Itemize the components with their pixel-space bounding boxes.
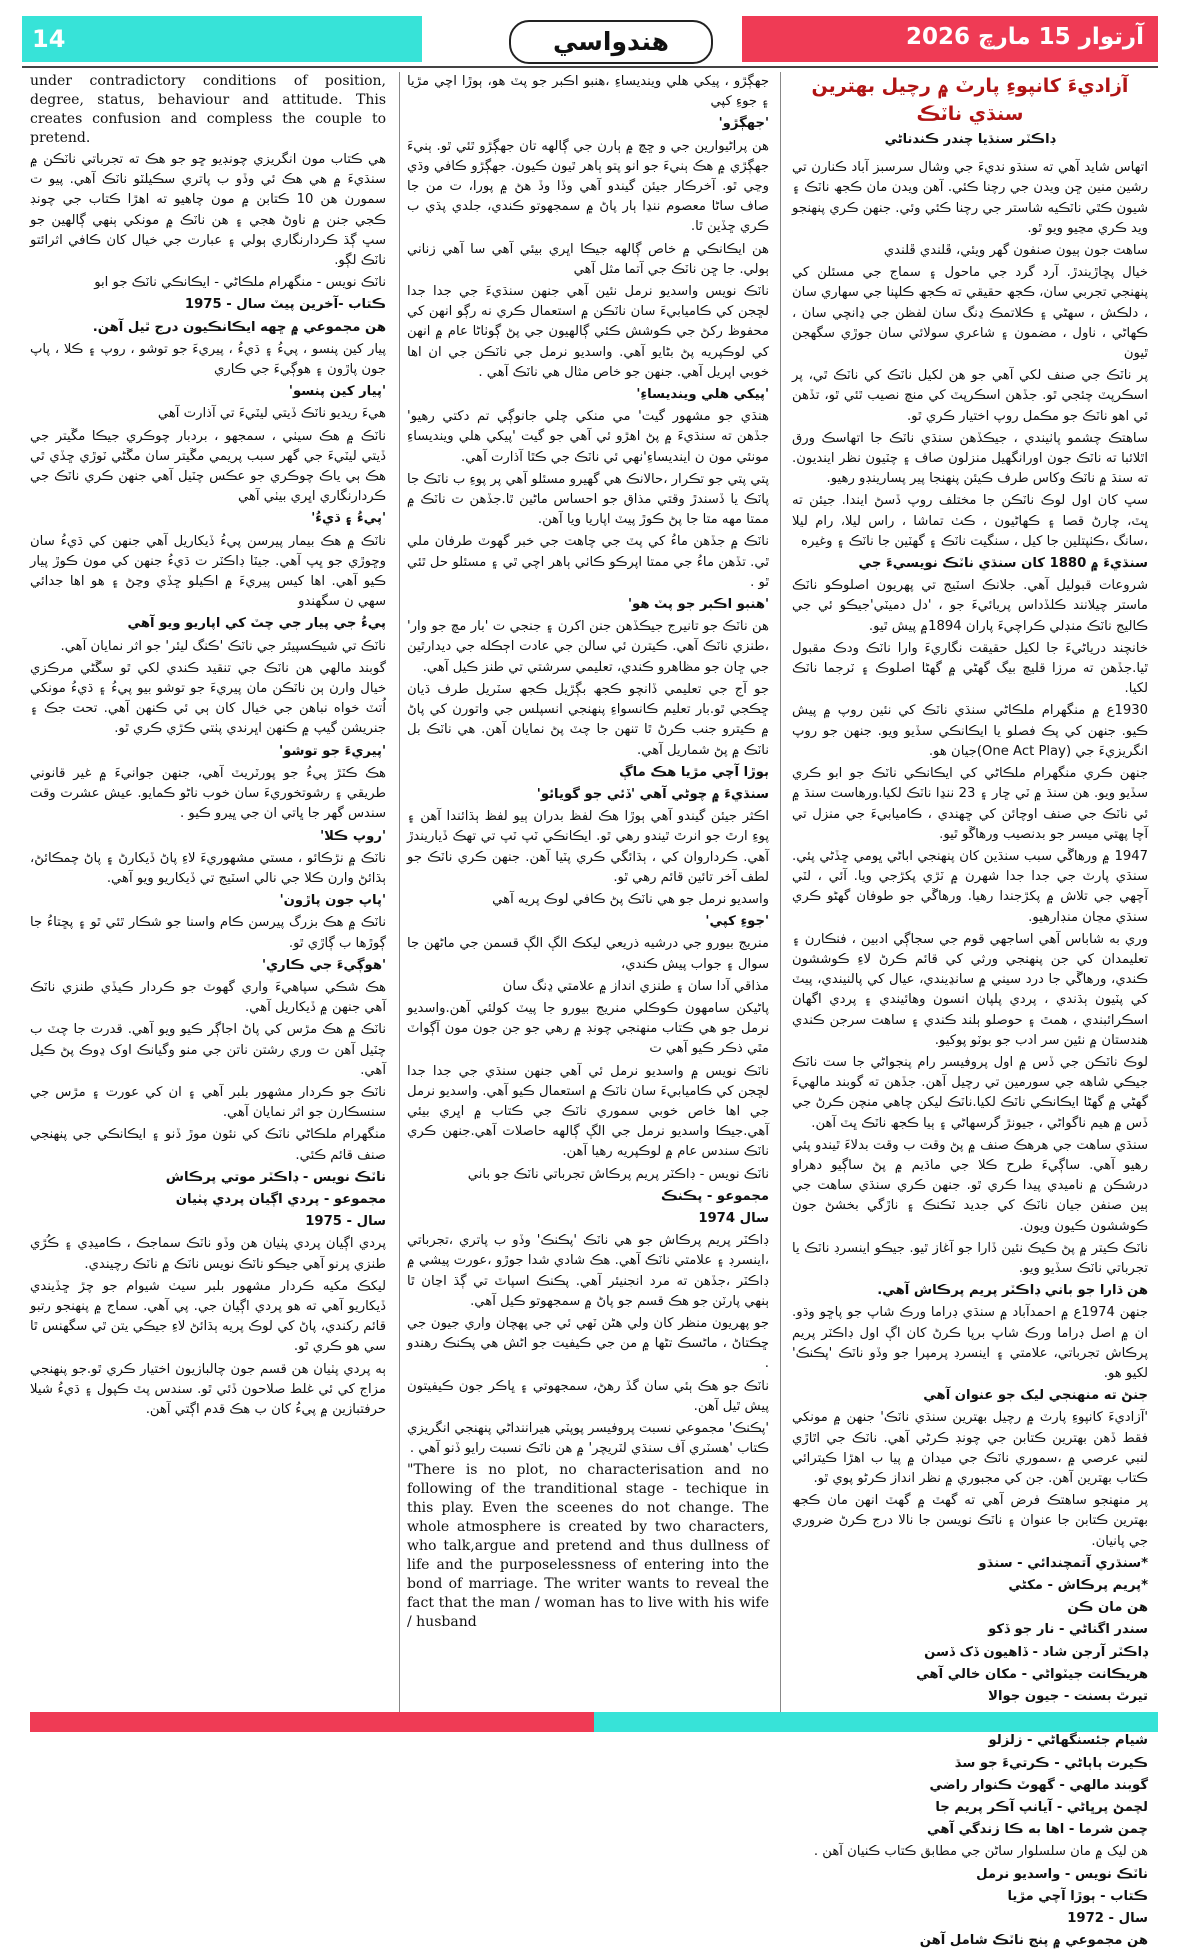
header-red-segment (742, 16, 1158, 62)
paragraph: سال - 1972 (1067, 1911, 1148, 1927)
paragraph: ناٽڪ نويس واسديو نرمل نئين آهي جنهن سنڌيءَ جي جدا جدا لڇجن کي ڪاميابيءَ سان ناٽڪن ۾ استعمال ڪري نه رڳو انهن کي محفوظ رکڻ جي ڪوشش ڪئي ڳالهيون جي پڻ ڳوٺاڻا عام ۾ انهن کي لوڪپريه پڻ بڻايو آهي. واسديو نرمل جي ناٽڪن جي ان اها خوبي اپريل آهي. جنهن جو خاص مثال هي ناٽڪ آهي . (407, 284, 769, 380)
paragraph: هن مجموعي ۾ ڇهه ايڪانڪيون درج ٿيل آهن. (92, 319, 386, 335)
paragraph: هن مان ڪن (1067, 1600, 1148, 1616)
paragraph: ساهت جون ٻيون صنفون گهر ويئي، ڦلندي ڦلندي (883, 243, 1148, 259)
paragraph: ليکڪ مکيه ڪردار مشهور بلبر سيٺ شيوام جو چڙ ڇڏيندي ڏيکاريو آهي ته هو پردي اڳيان جي. پي آهي. سماج ۾ پنهنجو رتبو قائم رکندي، پاڻ کي لوڪ پريه ٻڌائڻ لاءِ جيڪي يتن ٿي سگهنس ٿا سي هو ڪري ٿو. (30, 1278, 386, 1355)
english-quote: "There is no plot, no characterisation and no following of the tranditional stage - techique in this play. Even the sceenes do not change. The whole atmosphere is created by two characters, who talk,argue and pretend and thus dullness of life and the purposelessness of entering into the bond of marriage. The writer wants to reveal the fact that the man / woman has to live with his wife / husband (407, 1462, 769, 1631)
paragraph: 'پيکي هلي وينديساءِ' (636, 387, 769, 403)
paragraph: هن مجموعي ۾ پنج ناٽڪ شامل آهن (919, 1933, 1148, 1949)
paragraph: گوبند مالهي - گهوٽ ڪنوار راضي (929, 1777, 1148, 1793)
paragraph: هن ايڪانڪي ۾ خاص ڳالهه جيڪا اڀري بيئي آهي سا آهي زناني ٻولي. جا ڇن ناٽڪ جي آتما مثل آهي (407, 241, 769, 277)
paragraph: ناٽڪ نويس - ڊاڪٽر موتي پرڪاش (165, 1169, 386, 1185)
paragraph: خيال پڇاڙيندڙ. آرد گرد جي ماحول ۽ سماج جي مسئلن کي پنهنجي تجربي سان، ڪجھ حقيقي ته ڪجھ ڪلپنا جي سهاري سان ، دلڪش ، سهڻي ۽ ڪلاتمڪ ڍنگ سان لفظن جي ڍانچي سان ، ڪهاڻي ، ناول ، مضمون ۽ شاعري سولائي سان جوڙي سگهجن ٿيون (792, 265, 1148, 362)
english-quote-continued: under contradictory conditions of position, degree, status, behaviour and attitude. This creates confusion and compless the couple to pretend. (30, 73, 386, 146)
paragraph: جو پهريون منظر کان ولي هڻن ٽهي ئي جي پهچان واري جيون جي ڇڪتاڻ ، ماڻسڪ تڻها ۾ من جي ڪيفيت جو اڻش هي پڪنڪ رهندو . (407, 1315, 769, 1372)
header-cyan-segment (22, 16, 422, 62)
header-bar (22, 16, 1158, 68)
paragraph: سندر اگناڻي - نار جو ڏکو (988, 1622, 1148, 1638)
paragraph: 1930ع ۾ منگهرام ملڪاڻي سنڌي ناٽڪ کي نئين روپ ۾ پيش ڪيو. جنهن کي پڪ فصلو يا ايڪانڪي سڏيو ويو. جنهن جو روپ انگريزيءَ جي (One Act Play)جيان هو. (792, 703, 1148, 759)
paragraph: ساهتڪ چشمو پاٺيندي ، جيڪڏهن سنڌي ناٽڪ جا اتهاسڪ ورق اٿلائبا ته ناٽڪ جون اورانگهيل منزلون صاف ۽ چٽيون نظر اينديون. ته سنڌ ۾ ناٽڪ وکاس طرف ڪيئن پنهنجا پير پسارينڊو رهيو. (792, 430, 1148, 487)
paragraph: پر منهنجو ساهتڪ فرض آهي ته گهٽ ۾ گهٽ انهن مان ڪجھ بهترين ڪتابن جا عنوان ۽ ناٽڪ نويسن جا نالا درج ڪرڻ ضروري جي پانيان. (792, 1493, 1148, 1549)
header-rule (22, 66, 1158, 68)
paragraph: جنهن ڪري منگهرام ملڪاڻي کي ايڪانڪي ناٽڪ جو ابو ڪري سڏيو ويو. هن سنڌ ۾ ٽي ڇار ۽ 23 ننڍا ناٽڪ لکيا.ورهاست سنڌ ۾ ئي ناٽڪ جي صنف اوچائن کي ڇهندي ، ڪاميابيءَ جي منزل تي آچا پهتي ميسر جو بدنصيب ورهاڱو ٿيو. (792, 766, 1148, 842)
paragraph: ناٽڪ ۾ جڏهن ماءُ کي پٽ جي چاهت جي خبر گهوٽ طرفان ملي ٿي. تڏهن ماءُ جي ممتا اپرڪو ڪاٺي ٻاهر اچي ٿي ۽ مسئلو حل ٿئي ٿو . (407, 534, 769, 590)
column-separator (780, 72, 781, 1712)
paragraph: سڀ کان اول لوڪ ناٽڪن جا مختلف روپ ڏسڻ ايندا. جيئن ته ڀٽ، چارڻ قصا ۽ ڪهاڻيون ، ڪٺ تماشا ، راس ليلا، رام ليلا ،سانگ ،ڪٺپتلين جا کيل ، سنگيت ناٽڪ ۽ گهٽين جا ناٽڪ ۽ وغيره (792, 493, 1148, 549)
paragraph: 'روپ ڪلا' (320, 828, 386, 844)
paragraph: هن ناٽڪ جو تانيرج جيڪڏهن جنن اکرن ۽ جنجي ت 'بار مچ جو وار' ،طنزي ناٽڪ آهي. ڪيترن ئي سالن جي عادت اڄڪله جي ديدارٿين جي ڇان جو مظاهرو ڪندي، تعليمي سرشتي تي طنز ڪيل آهي. (407, 619, 769, 675)
paragraph: ناٽڪ جو ڪردار مشهور بلبر آهي ۽ ان کي عورت ۽ مڙس جي سنسڪارن جو اثر نمايان آهي. (30, 1084, 386, 1121)
paragraph: ٻه پردي پٺيان هن قسم جون چالبازيون اختيار ڪري ٿو.جو پنهنجي مزاج کي ئي غلط صلاحون ڏئي ٿو. سندس پٽ ڪپول ۽ ڌيءُ شيلا حرفتبازين ۾ پيءُ کان ب هڪ قدم اڳتي آهن. (30, 1361, 386, 1417)
paragraph: 'پيار کين پنسو' (288, 384, 386, 400)
paragraph: لوڪ ناٽڪن جي ڏس ۾ اول پروفيسر رام پنجواڻي جا ست ناٽڪ جيڪي شاهه جي سورمين تي رچيل آهن. جڏهن ته گوبند مالهيءَ گهڻي ۾ گهڻا ايڪانڪي ناٽڪ لکيا.ناٽڪ ليکن چاهي منچن ڪرڻ جي ڏس ۾ هيم ناگواڻي ، جيونڙ گرسهاڻي ۽ ٻيا ڪجھ ناٽڪ ڀٽ آهن. (792, 1054, 1148, 1131)
paragraph: تيرٿ بسنت - جيون جوالا (988, 1689, 1148, 1705)
paragraph: اتهاس شايد آهي ته سنڌو نديءَ جي وشال سرسبز آباد ڪنارن تي رشين منين ڇن ويدن جي رچنا ڪئي. آهن ويدن مان ڪجھ ناٽڪ ۽ شيون ڪٿي ناٽڪيه شاستر جي رچنا ڪئي وئي. جنهن ڪري پنهنجو ويد ڪري مڃيو ويو ٿو. (792, 160, 1148, 236)
paragraph: سنڌي ساهت جي هرهڪ صنف ۾ پڻ وقت ب وقت بدلاءَ ٿيندو پئي رهيو آهي. ساڳيءَ طرح ڪلا جي ماڌيم ۾ پڻ ساڳيو دهراو درشڪن ۾ ناميدي پيدا ڪري ٿو. جنهن ڪري سنڌي ساهت جي ٻين صنفن جيان ناٽڪ کي جديد ٽڪنڪ ۽ ناڙگي بخشڻ جون ڪوششون ڪيون ويون. (792, 1137, 1148, 1234)
paragraph: سنڌيءَ ۾ چوڻي آهي 'ڏئي جو گويائو' (536, 786, 769, 802)
paragraph: هريڪانت جيٽواڻي - مکان خالي آهي (916, 1666, 1148, 1682)
paragraph: 'هنبو اڪبر جو پٽ هو' (628, 597, 769, 613)
paragraph: ناٽڪ ۾ هڪ مڙس کي پاڻ اجاڳر ڪيو ويو آهي. قدرت جا چٽ ب چٽيل آهن ت وري رشتن ناتن جي منو وگيانڪ اوک ڍوڪ پڻ ڪيل آهي. (30, 1022, 386, 1078)
paragraph: 'جوءِ کپي' (705, 914, 769, 930)
paragraph: 'پڪنڪ' مجموعي نسبت پروفيسر پوپٽي هيراننداڻي پنهنجي انگريزي ڪتاب 'هسٽري آف سنڌي لٽريچر' ۾ هن ناٽڪ نسبت رايو ڏنو آهي . (407, 1421, 769, 1457)
paragraph: منريج بيورو جي درشيه ذريعي ليکڪ الڳ الڳ قسمن جي ماڻهن جا سوال ۽ جواب پيش ڪندي، (407, 936, 769, 972)
left-column (30, 72, 386, 1712)
paragraph: 'آزاديءَ کانپوءِ پارٽ ۾ رچيل بهترين سنڌي ناٽڪ' جنهن ۾ مونکي فقط ڏهن بهترين ڪتابن جي چونڊ ڪرڻي آهي. ناٽڪ جي اٿاڙي لنبي عرصي ۾ ،سموري ناٽڪ جي ميدان ۾ پيا ب اهڙا ڪيترائي ڪتاب بهترين آهن. جن کي مجبوري ۾ نظر انداز ڪرڻو پوي ٿو. (792, 1410, 1148, 1486)
paragraph: منگهرام ملڪاڻي ناٽڪ کي نئون موڙ ڏنو ۽ ايڪانڪي جي پنهنجي صنف قائم ڪئي. (30, 1127, 386, 1163)
paragraph: ڊاڪٽر آرجن شاد - ڏاهيون ڏک ڏسن (924, 1644, 1148, 1660)
paragraph: هن ڌارا جو باني ڊاڪٽر پريم پرڪاش آهي. (877, 1283, 1148, 1299)
paragraph: واسديو نرمل جو هي ناٽڪ پڻ ڪافي لوڪ پريه آهي (492, 891, 769, 907)
footer-bar (30, 1712, 1158, 1732)
paragraph: ناٽڪ ڪيتر ۾ پڻ ڪيڪ نئين ڏارا جو آغاز ٿيو. جيڪو اينسرڊ ناٽڪ يا تجرباتي ناٽڪ سڏيو ويو. (792, 1240, 1148, 1276)
paragraph: 'پيريءَ جو توشو' (279, 743, 386, 759)
paragraph: هي ڪتاب مون انگريزي چونڊيو ڇو جو هڪ ته تجرباتي ناٽڪن ۾ سنڌيءَ ۾ هي هڪ ئي وڏو ب پاتري سڪيلٽو ناٽڪ آهي. پيو ت سمورن هن 10 ڪتابن ۾ مون چاهيو ته اهڙا ڪتاب جي چونڊ ڪجي جنن ۾ ناوڻ هجي ۽ هن ناٽڪ ۾ مونکي ٻنهي ڳالهين جو سڀ ڳڌ ڪردارنگاري ٻولي ۽ عبارت جي خيال کان ڪافي اثرائتو ناٽڪ لڳو. (30, 152, 386, 269)
paragraph: جنڻ ته منهنجي ليک جو عنوان آهي (923, 1388, 1148, 1404)
paragraph: جنهن 1974ع ۾ احمدآباد ۾ سنڌي ڊراما ورڪ شاپ جو پاڇو وڌو. ان ۾ اصل ڊراما ورڪ شاپ برپا ڪرڻ کان اڳ اول ڊاڪٽر پريم پرڪاش تجرباتي، علامتي ۽ اينسرڊ پرمپرا جو وڏو ناٽڪ 'پڪنڪ' لکيو هو. (792, 1305, 1149, 1381)
paragraph: ناٽڪ ۾ هڪ سيٺي ، سمجهو ، بردبار چوڪري جيڪا مڱيتر جي ڏيتي ليٽيءَ جي گهر سبب پريمي مڱيتر سان مڱڻي ٽوڙي ڇڏي ٿي هڪ ٻي ياڪ چوڪري جو عڪس چٽيل آهي جنهن ڪري ناٽڪ جي ڪردارنگاري اڀري بيٺي آهي (30, 428, 386, 505)
paragraph: ٻوڙا آچي مڙيا هڪ ماڳ (619, 764, 769, 780)
paragraph: جو آج جي تعليمي ڏانچو ڪجھ بڳڙيل ڪجھ سٽريل طرف ڌيان ڇڪجي ٿو.بار تعليم ڪانسواءِ پنهنجي انسپلس جي واتورن کي پاڻ ۾ ڪيترو جنب ڪرڻ ٿا تنهن جا چٽ پڻ نمايان آهن. هي ناٽڪ بل ناٽڪ ۾ پڻ شماريل آهي. (407, 681, 769, 758)
right-column (792, 72, 1149, 1949)
paragraph: شروعات قبوليل آهي. جلانڪ اسٽيج تي پهريون اصلوڪو ناٽڪ ماستر چيلانند ڪلڏداس پريائيءَ جو ، 'دل دميٽي'جيڪو ئي جي ڪاليج ناٽڪ منڊلي ڪراچيءَ پاران 1894۾ پيش ٿيو. (792, 578, 1148, 634)
paragraph: پر ناٽڪ جي صنف لکي آهي جو هن لکيل ناٽڪ کي ناٽڪ ٿي، پر اسڪرپٽ چئجي ٿو. جڏهن اسڪرپٽ کي منچ نصيب ٿئي ٿو، تڏهن ئي اهو ناٽڪ جو مڪمل روپ اختيار ڪري ٿو. (792, 368, 1148, 424)
footer-cyan-segment (594, 1712, 1158, 1732)
paragraph: هنڌي جو مشهور گيت' مي منکي چلي جانوڳي تم دکتي رهيو' جڏهن ته سنڌيءَ ۾ پڻ اهڙو ئي آهي جو گيت 'پيکي هلي وينديساءِ مونئي مون ن اينديساءِ'نهي ئي ناٽڪ جي ڪٿا آذارت آهي. (407, 409, 769, 465)
paragraph: ناٽڪ ۾ هڪ بيمار پيرسن پيءُ ڏيکاريل آهي جنهن کي ڌيءُ سان وڇوڙي جو ڀپ آهي. جيٽا ڊاڪٽر ت ڌيءُ جنهن کي مون ڪوڙ پيار ڪيو آهي. اها کيس پيريءَ ۾ اڪيلو ڇڏي وڃڻ ۽ هو اها جدائي سهي ن سگهندو (30, 533, 386, 610)
paragraph: هن پراڻيوارين جي و ڇچ ۾ ٻارن جي ڳالهه تان جهڳڙو ٿئي ٿو. ٻنيءَ جهڳڙي ۾ هڪ ٻنيءَ جو انو پتو ٻاهر ٿيون ڪيون. جهڳڙو ڪافي وڌي وڃي ٿو. آخرڪار جيئن گيندو آهي وڏا وڏ هڻ ۾ پورا، ت من جا صاف ساڻا معصوم ننڍا ٻار پاڻ ۾ سمجهوتو ڪندي، جلدي پڌي ب ڪري ڇڏين ٿا. (407, 138, 769, 235)
paragraph: پيءُ جي پيار جي چٽ کي اپاريو ويو آهي (127, 616, 386, 632)
paragraph: 'هوڳيءَ جي ڪاري' (261, 957, 386, 973)
paragraph: چمن شرما - اها به ڪا زندگي آهي (927, 1822, 1148, 1838)
paragraph: هڪ شڪي سپاهيءَ واري گهوٽ جو ڪردار ڪيڏي طنزي ناٽڪ آهي جنهن ۾ ڏيکاريل آهي. (30, 979, 386, 1016)
paragraph: جهڳڙو ، پيکي هلي وينديساءِ ،هنبو اڪبر جو پٽ هو، ٻوڙا اچي مڙيا ۽ جوءِ کپي (407, 74, 769, 110)
paragraph: ناٽڪ تي شيڪسپيئر جي ناٽڪ 'ڪنگ ليئر' جو اثر نمايان آهي. (60, 638, 386, 654)
paragraph: پردي اڳيان پردي پٺيان هن وڏو ناٽڪ سماجڪ ، ڪاميڊي ۽ ڪُڙي طنزي پرنو آهي جيڪو ناٽڪ نويس ناٽڪ ۾ ناٽڪ رچيندي. (30, 1236, 386, 1272)
paragraph: *پريم پرڪاش - مکڻي (1008, 1578, 1148, 1594)
paragraph: ناٽڪ نويس - ڊاڪٽر پريم پرڪاش تجرباتي ناٽڪ جو باني (467, 1166, 769, 1182)
paragraph: ڪتاب - ٻوڙا آچي مڙيا (1007, 1888, 1148, 1904)
middle-paragraphs (407, 72, 769, 1459)
paragraph: سال - 1975 (305, 1214, 386, 1230)
article-byline: ڊاڪٽر سنڌيا چندر ڪندناڻي (884, 132, 1056, 147)
paragraph: سنڌيءَ ۾ 1880 کان سنڌي ناٽڪ نويسيءَ جي (858, 556, 1148, 572)
paragraph: لچمڻ پرڀاڻي - آيانپ آڪر پريم جا (935, 1800, 1148, 1816)
paragraph: 1947 ۾ ورهاڱي سبب سنڌين کان پنهنجي اباڻي ڀومي ڇڏڻي پئي. سنڌي پارٽ جي جدا جدا شهرن ۾ ٽڙي پکڙجي ويا. آئي ، لٽي آچهي جي تلاش ۾ پکڙجندا رهيا. ورهاڱي جو طوفان گهڻو ڪري سنڌي مڃان منڊارهيو. (792, 848, 1148, 925)
paragraph: مجموعو - پردي اڳيان پردي پٺيان (175, 1191, 386, 1207)
article-title: آزاديءَ کانپوءِ پارٽ ۾ رچيل بهترين سنڌي ناٽڪ (811, 75, 1129, 125)
left-paragraphs (30, 150, 386, 1420)
paragraph: ڪيرت ٻاٻاڻي - ڪرتيءَ جو سڌ (954, 1755, 1148, 1771)
paragraph: ناٽڪ نويس ۾ واسديو نرمل ئي آهي جنهن سنڌي جي جدا جدا لڇجن کي ڪاميابيءَ سان ناٽڪ ۾ استعمال ڪيو آهي. واسديو نرمل جي اها خاص خوبي سموري ناٽڪ جي ڪتاب ۾ اڀري بيئي آهي.جيڪا واسديو نرمل جي الڳ ڳالهه حاصلات آهي.جنهن ڪري ناٽڪ سندس عام ۾ لوڪپريه رهيا آهن. (407, 1063, 769, 1160)
paragraph: هن ليک ۾ مان سلسلوار ساڻن جي مطابق ڪتاب ڪنيان آهن . (813, 1844, 1148, 1860)
paragraph: ناٽڪ ۾ نڙڪائو ، مستي مشهوريءَ لاءِ پاڻ ڏيکارڻ ۽ پاڻ چمڪائڻ، ٻڌائڻ وارن ڪلا جي نالي اسٽيج تي ڏيکاريو ويو آهي. (30, 850, 386, 886)
paragraph: ڊاڪٽر پريم پرڪاش جو هي ناٽڪ 'پڪنڪ' وڏو ب پاتري ،تجرباتي ،اينسرڊ ۽ علامتي ناٽڪ آهي. هڪ شادي شدا جوڙو ،عورت پيشي ۾ ڊاڪٽر ،جڏهن ته مرد انجنيئر آهي. پڪنڪ اسپاٽ تي ڳڌ اڃان ٿا ٻنهي پارٽن جو هڪ قسم جو پاڻ ۾ سمجهوتو ڪيل آهي. (407, 1233, 769, 1309)
paragraph: 'جهڳڙو' (718, 116, 769, 132)
paragraph: *سنڌري آتمچندائي - سنڌو (978, 1555, 1148, 1571)
issue-date: آرتوار 15 مارچ 2026 (905, 24, 1144, 50)
paragraph: هيءَ ريديو ناٽڪ ڏيتي ليٽيءَ تي آذارت آهي (157, 406, 386, 422)
paragraph: خانچند درياڻيءَ جا لکيل حقيقت نگاريءَ وارا ناٽڪ ودڪ مقبول ٿيا.جڏهن ته مرزا قليچ بيگ گهڻي ۾ گهڻا اصلوڪ ۽ ٽرجما ناٽڪ لکيا. (792, 640, 1148, 697)
paragraph: مجموعو - پڪنڪ (661, 1188, 769, 1204)
column-separator (399, 72, 400, 1712)
paragraph: هڪ ڪٽڙ پيءُ جو پورٽريٽ آهي، جنهن جوانيءَ ۾ غير قانوني طريقي ۽ رشوتخوريءَ سان خوب ناڻو ڪمايو. عيش عشرت وقت سندس گهر جا ڀاتي ان جي ڀيرو ڪيو . (30, 765, 386, 822)
paragraph: اڪثر جيئن گيندو آهي ٻوڙا هڪ لفظ بدران ٻيو لفظ ٻڌائندا آهن ۽ پوءِ ارٿ جو انرٿ ٿيندو رهي ٿو. ايڪانڪي ٽپ ٽپ تي تهڪ ڏياريندڙ آهي. ڪرداروان کي ، ٻڌائگي ڪري پٽيا آهن. جنهن ڪري ناٽڪ جو لطف آخر تائين قائم رهي ٿو. (407, 809, 769, 885)
paragraph: ناٽڪ ۾ هڪ بزرگ پيرسن ڪام واسنا جو شڪار ٿئي ٿو ۽ پڇتاءُ جا ڳوڙها ب ڳاڙي ٿو. (30, 915, 386, 951)
paragraph: شيام جئسنگهاڻي - زلزلو (988, 1733, 1148, 1749)
paragraph: پتي پتي جو تڪرار ،حالانڪ هي گهيرو مسئلو آهي پر پوءِ ب ناٽڪ جا پاٽڪ يا ڏسندڙ وقتي مذاق جو احساس ماڻين ٿا.جڏهن ت ناٽڪ ۾ ممتا مهه متا جا پڻ ڪوڙ پيٽ اپاريا ويا آهن. (407, 471, 769, 528)
paragraph: گوبند مالهي هن ناٽڪ جي تنقيد ڪندي لکي ٿو سڱڻي مرڪزي خيال وارن ٻن ناٽڪن مان پيريءَ جو توشو بيو پيءُ ۽ ڌيءُ مونکي اُتٽ خواه نباهن جي خيال کان ٻي ئي ڪنهن آهي. تحت جڪ ۽ جنريشن گيپ ۾ ڪنهن اڀرندي پٺتي ڪڙي ڪري ٿو. (30, 660, 386, 737)
masthead-logo: هندواسي (509, 20, 713, 64)
footer-red-segment (30, 1712, 594, 1732)
middle-column (407, 72, 769, 1712)
paragraph: 'پاپ جون پاڙون' (279, 893, 386, 909)
right-paragraphs (792, 158, 1148, 1552)
paragraph: ڪتاب -آخرين پيٽ سال - 1975 (184, 297, 386, 313)
paragraph: ناٽڪ نويس - واسديو نرمل (976, 1866, 1148, 1882)
paragraph: ناٽڪ جو هڪ ٻئي سان گڏ رهڻ، سمجهوتي ۽ ڀاڪر جون ڪيفيتون پيش ٿيل آهن. (407, 1378, 769, 1414)
paragraph: مذاقي آدا سان ۽ طنزي انداز ۾ علامتي ڍنگ سان (502, 978, 769, 994)
paragraph: وري به شاباس آهي اساجهي قوم جي سجاڳي ادبين ، فنڪارن ۽ تعليمدان کي جن پنهنجي ورثي کي قائم ڪرڻ لاءِ ڪوششون ڪندي، ورهاڱي جا درد سيني ۾ سانڍيندي، عيال کي پالنيندي، پيٽ کي پٽيون ٻڌندي ، پردي پلپان انسون وهائيندي ۽ پردي اگهان اسڪرائبندي ، همٿ ۽ حوصلو ٻلند ڪندي ۽ ساهت سرجن ڪندي هندستان ۾ نئين سر ادب جو بوٽو پوکيو. (792, 931, 1148, 1048)
book-list (792, 1554, 1148, 1951)
paragraph: پيار کين پنسو ، پيءُ ۽ ڌيءُ ، پيريءَ جو توشو ، روپ ۽ ڪلا ، پاپ جون پاڙون ۽ هوڳيءَ جي ڪاري (30, 341, 386, 378)
paragraph: پاڻيکن سامهون ڪوڪلي منريج بيورو جا پيٽ کولئي آهن.واسديو نرمل جو هي ڪتاب منهنجي چونڊ ۾ رهي جو جن جون مون آڳواٽ مٿي ذڪر ڪيو آهي ت (407, 1000, 769, 1057)
paragraph: سال 1974 (698, 1210, 769, 1226)
page-number: 14 (32, 25, 66, 53)
paragraph: ناٽڪ نويس - منگهرام ملڪاڻي - ايڪانڪي ناٽڪ جو ابو (94, 275, 386, 291)
paragraph: 'پيءُ ۽ ڌيءُ' (311, 511, 386, 527)
